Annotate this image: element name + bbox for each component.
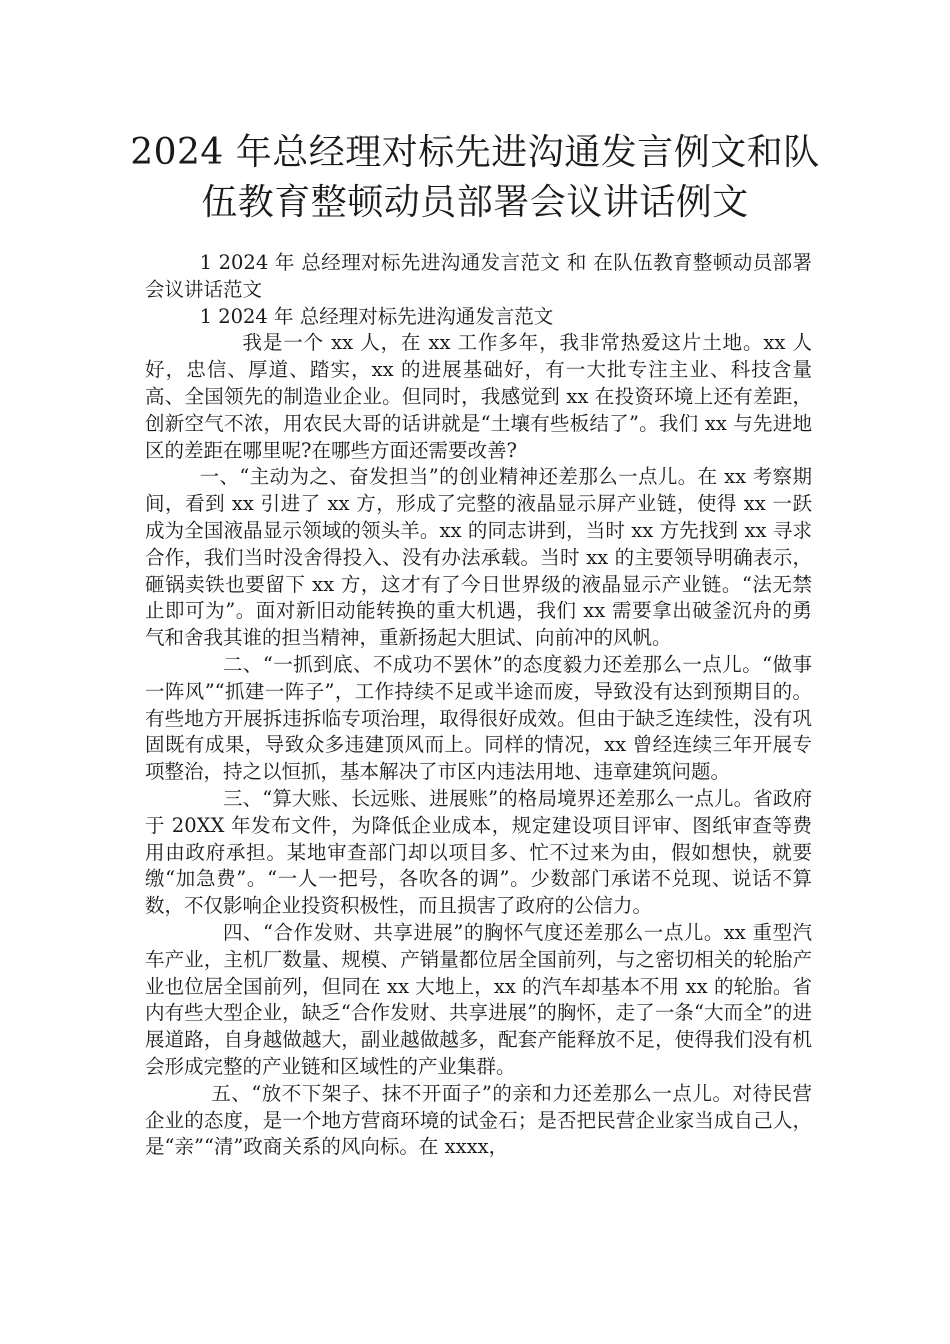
paragraph: 四、“合作发财、共享进展”的胸怀气度还差那么一点儿。xx 重型汽车产业，主机厂数量、规模、产销量都位居全国前列，与之密切相关的轮胎产业也位居全国前列，但同在 xx 大地上，xx 的汽车却基本不用 xx 的轮胎。省内有些大型企业，缺乏“合作发财、共享进展”的胸怀，走了一条“大而全”的进展道路，自身越做越大，副业越做越多，配套产能释放不足，使得我们没有机会形成完整的产业链和区域性的产业集群。 <box>145 920 812 1078</box>
title-line-2: 伍教育整顿动员部署会议讲话例文 <box>201 182 749 223</box>
paragraph: 一、“主动为之、奋发担当”的创业精神还差那么一点儿。在 xx 考察期间，看到 xx 引进了 xx 方，形成了完整的液晶显示屏产业链，使得 xx 一跃成为全国液晶显示领域的领头羊。xx 的同志讲到，当时 xx 方先找到 xx 寻求合作，我们当时没舍得投入、没有办法承载。当时 xx 的主要领导明确表示，砸锅卖铁也要留下 xx 方，这才有了今日世界级的液晶显示产业链。“法无禁止即可为”。面对新旧动能转换的重大机遇，我们 xx 需要拿出破釜沉舟的勇气和舍我其谁的担当精神，重新扬起大胆试、向前冲的风帆。 <box>145 465 812 650</box>
document-title <box>118 128 832 228</box>
toc-line: 1 2024 年 总经理对标先进沟通发言范文 和 在队伍教育整顿动员部署会议讲话范文 <box>145 251 812 301</box>
paragraph: 五、“放不下架子、抹不开面子”的亲和力还差那么一点儿。对待民营企业的态度，是一个地方营商环境的试金石；是否把民营企业家当成自己人，是“亲”“清”政商关系的风向标。在 xxxx， <box>145 1081 812 1159</box>
paragraph: 我是一个 xx 人，在 xx 工作多年，我非常热爱这片土地。xx 人好，忠信、厚道、踏实，xx 的进展基础好，有一大批专注主业、科技含量高、全国领先的制造业企业。但同时，我感觉到 xx 在投资环境上还有差距，创新空气不浓，用农民大哥的话讲就是“土壤有些板结了”。我们 xx 与先进地区的差距在哪里呢?在哪些方面还需要改善? <box>145 331 812 462</box>
document-body <box>145 250 812 1161</box>
section-heading: 1 2024 年 总经理对标先进沟通发言范文 <box>199 304 554 328</box>
paragraph: 二、“一抓到底、不成功不罢休”的态度毅力还差那么一点儿。“做事一阵风”“抓建一阵子”，工作持续不足或半途而废，导致没有达到预期目的。有些地方开展拆违拆临专项治理，取得很好成效。但由于缺乏连续性，没有巩固既有成果，导致众多违建顶风而上。同样的情况，xx 曾经连续三年开展专项整治，持之以恒抓，基本解决了市区内违法用地、违章建筑问题。 <box>145 652 812 784</box>
paragraph: 三、“算大账、长远账、进展账”的格局境界还差那么一点儿。省政府于 20XX 年发布文件，为降低企业成本，规定建设项目评审、图纸审查等费用由政府承担。某地审查部门却以项目多、忙不过来为由，假如想快，就要缴“加急费”。“一人一把号，各吹各的调”。少数部门承诺不兑现、说话不算数，不仅影响企业投资积极性，而且损害了政府的公信力。 <box>145 786 812 918</box>
title-line-1: 2024 年总经理对标先进沟通发言例文和队 <box>130 132 820 173</box>
